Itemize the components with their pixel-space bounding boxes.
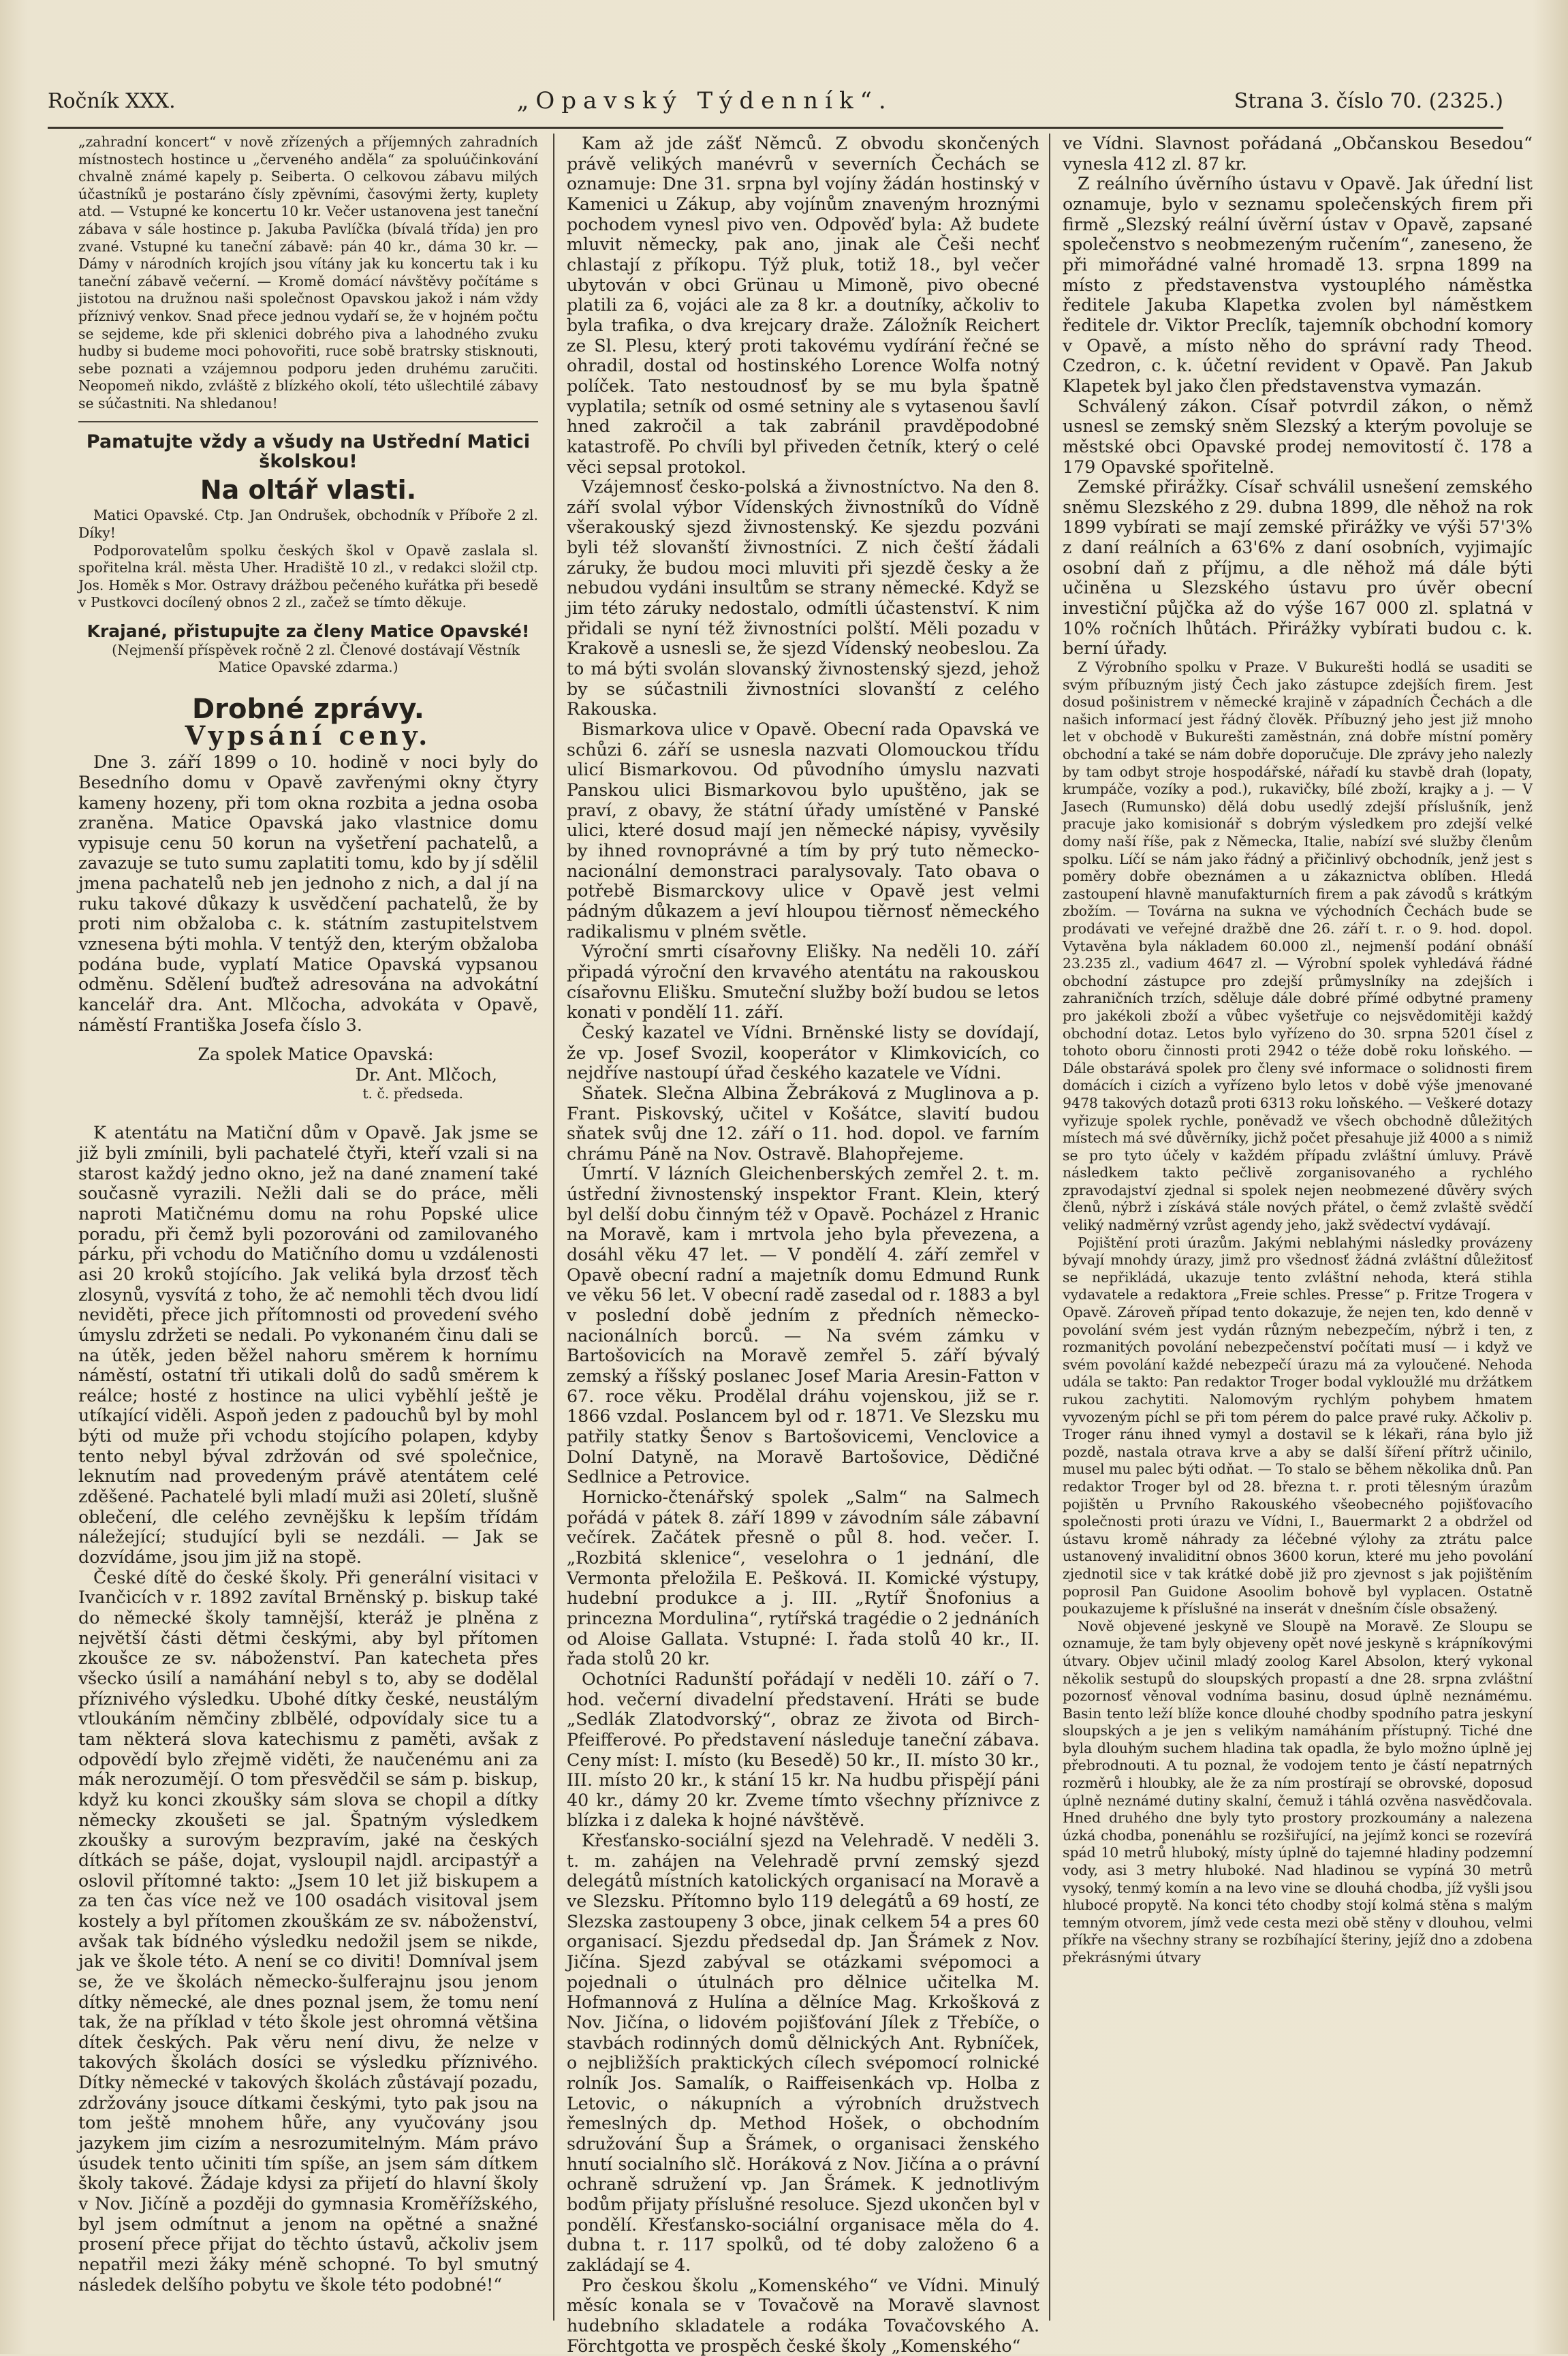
donation-note: Matici Opavské. Ctp. Jan Ondrušek, obchodník v Příboře 2 zl. Díky! bbox=[78, 507, 538, 542]
column-3 bbox=[1063, 134, 1533, 2331]
article-text: Z Výrobního spolku v Praze. V Bukurešti hodlá se usaditi se svým příbuzným jistý Čech jako zástupce zdejších firem. Jest dosud pošinistrem v německé krajině v západních Čechách a dle našich informací jest řádný člověk. Příbuzný jeho jest již mnoho let v obchodě v Bukurešti zaměstnán, zná dobře místní poměry obchodní a také se nám dobře doporučuje. Dle zprávy jeho nalezly by tam odbyt stroje hospodářské, nářadí ku stavbě drah (lopaty, krumpáče, vozíky a pod.), rukavičky, bílé zboží, krajky a j. — V Jasech (Rumunsko) dělá dobu usedlý zdejší příslušník, jenž pracuje jako komisionář s dobrým výsledkem pro zdejší velké domy naší říše, pak z Německa, Italie, nabízí své služby členům spolku. Líčí se nám jako řádný a přičinlivý obchodník, jenž jest s poměry dobře obeznámen a u zákaznictva oblíben. Hledá zastoupení hlavně manufakturních firem a pak závodů s krátkým zbožím. — Továrna na sukna ve východních Čechách bude se prodávati ve veřejné dražbě dne 26. září t. r. o 9. hod. dopol. Vytavěna byla nákladem 60.000 zl., nejmenší podání obnáší 23.235 zl., vadium 4647 zl. — Výrobní spolek vyhledává řádné obchodní zástupce pro zdejší průmyslníky na zdejších i zahraničních trzích, sděluje dále dobré přímé odbytné prameny pro jakékoli zboží a vůbec vyšetřuje co nejsvědomitěji každý obchodní dotaz. Letos bylo vyřízeno do 30. srpna 5201 čísel z tohoto oboru činnosti proti 2942 o téže době roku loňského. — Dále obstarává spolek pro členy své informace o solidnosti firem domácích i cizích a vyřízeno bylo letos v době výše jmenované 9478 takových dotazů proti 6313 roku loňského. — Veškeré dotazy vyřizuje spolek rychle, poněvadž ve všech obchodně důležitých místech má své důvěrníky, jichž počet přesahuje již 4000 a s nimiž se pro tyto účely v každém případu zvláštní úmluvy. Právě následkem takto pečlivě zorganisovaného a rychlého zpravodajství zjednal si spolek nejen neobmezené důvěry svých členů, nýbrž i získává stále nových přátel, o čemž zvlaště svědčí veliký nadměrný vzrůst agendy jeho, jakž svědectví vydávají. bbox=[1063, 659, 1533, 1234]
article-text: „zahradní koncert“ v nově zřízených a příjemných zahradních místnostech hostince u „červeného anděla“ za spoluúčinkování chvalně známé kapely p. Seiberta. O celkovou zábavu milých účastníků je postaráno čísly zpěvními, časovými žerty, kuplety atd. — Vstupné ke koncertu 10 kr. Večer ustanovena jest taneční zábava v sále hostince p. Jakuba Pavlíčka (bívalá třída) jen pro zvané. Vstupné ku taneční zábavě: pán 40 kr., dáma 30 kr. — Dámy v národních krojích jsou vítány jak ku koncertu tak i ku taneční zábavě večerní. — Kromě domácí návštěvy počítáme s jistotou na družnou naši společnost Opavskou jakož i nám vždy příznivý venkov. Snad přece jednou vydaří se, že v hojném počtu se sejdeme, kde při sklenici dobrého piva a lahodného zvuku hudby si budeme moci pohovořiti, ruce sobě bratrsky stisknouti, sebe poznati a vzájemnou podporu jeden druhému zaručiti. Neopomeň nikdo, zvláště z blízkého okolí, této ušlechtilé zábavy se súčastniti. Na shledanou! bbox=[78, 134, 538, 412]
article-text: Český kazatel ve Vídni. Brněnské listy se dovídají, že vp. Josef Svozil, kooperátor v Klimkovicích, co nejdříve nastoupí úřad českého kazatele ve Vídni. bbox=[567, 1022, 1039, 1083]
article-heading: Vypsání ceny. bbox=[185, 719, 432, 751]
article-text: Vzájemnosť česko-polská a živnostníctvo. Na den 8. září svolal výbor Vídenských živnostníků do Vídně všerakouský sjezd živnostenský. Ke sjezdu pozváni byli též slovanští živnostníci. Z nich čeští žádali záruky, že budou moci mluviti při sjezdě česky a že nebudou vydáni insultům se strany německé. Když se jim této záruky nedostalo, odmítli účastenství. K nim přidali se nyní též živnostníci polští. Měli pozadu v Krakově a usnesli se, že sjezd Vídenský neobeslou. Za to má býti svolán slovanský živnostenský sjezd, jehož by se súčastnili živnostníci slovanští z celého Rakouska. bbox=[567, 477, 1039, 719]
signature-title: t. č. předseda. bbox=[362, 1085, 463, 1102]
signature-name: Dr. Ant. Mlčoch, bbox=[355, 1065, 497, 1085]
article-text: Pojištění proti úrazům. Jakými neblahými následky provázeny bývají mnohdy úrazy, jimž pro všednosť žádná zvláštní důležitosť se nepřikládá, ukazuje tento zvláštní nehoda, která stihla vydavatele a redaktora „Freie schles. Presse“ p. Fritze Trogera v Opavě. Zároveň případ tento dokazuje, že nejen ten, kdo denně v povolání svém jest vydán různým nebezpečím, nýbrž i ten, z rozmanitých povolání nebezpečenství počítati musí — i když ve svém povolání každé nebezpečí úrazu má za vyloučené. Nehoda udála se takto: Pan redaktor Troger bodal vykloužlé mu držátkem rukou zachytiti. Nalomovým rychlým pohybem hmatem vyvozeným píchl se při tom pérem do palce pravé ruky. Ačkoliv p. Troger ránu ihned vymyl a dostavil se k lékaři, rána bylo již pozdě, nastala otrava krve a aby se další šíření přítrž učinilo, musel mu palec býti odňat. — To stalo se během několika dnů. Pan redaktor Troger byl od 28. března t. r. proti tělesným úrazům pojištěn u Prvního Rakouského všeobecného pojišťovacího společnosti proti úrazu ve Vídni, I., Bauermarkt 2 a obdržel od ústavu kromě náhrady za léčebné výlohy za ztrátu palce ustanovený invaliditní obnos 3600 korun, které mu jeho povolání zjednotil sice v tak krátké době již pro zjevnost s jak pojištěním poprosil Pan Guidone Asoolim bohově byl vyplacen. Ostatně poukazujeme k příslušné na inserát v dnešním čísle obsažený. bbox=[1063, 1234, 1533, 1617]
article-text: Hornicko-čtenářský spolek „Salm“ na Salmech pořádá v pátek 8. září 1899 v závodním sále zábavní večírek. Začátek přesně o půl 8. hod. večer. I. „Rozbitá sklenice“, veselohra o 1 jednání, dle Vermonta přeložila E. Pešková. II. Komické výstupy, hudební produkce a j. III. „Rytíř Šnofonius a princezna Mordulina“, rytířská tragédie o 2 jednáních od Aloise Gallata. Vstupné: I. řada stolů 40 kr., II. řada stolů 20 kr. bbox=[567, 1487, 1039, 1669]
article-text: Křesťansko-sociální sjezd na Velehradě. V neděli 3. t. m. zahájen na Velehradě první zemský sjezd delegátů místních katolických organisací na Moravě a ve Slezsku. Přítomno bylo 119 delegátů a 69 hostí, ze Slezska zastoupeny 3 obce, jinak celkem 54 a pres 60 organisací. Sjezdu předsedal dp. Jan Šrámek z Nov. Jičína. Sjezd zabýval se otázkami svépomoci a pojednali o útulnách pro dělnice učitelka M. Hofmannová z Hulína a dělníce Mag. Krkošková z Nov. Jičína, o lidovém pojišťování Jílek z Třebíče, o stavbách rodinných domů dělnických Ant. Rybníček, o nejbližších praktických cílech svépomocí rolnické rolník Jos. Samalík, o Raiffeisenkách vp. Holba z Letovic, o nákupních a výrobních družstvech řemeslných dp. Method Hošek, o obchodním sdružování Šup a Šrámek, o organisaci ženského hnutí socialního slč. Horáková z Nov. Jičína a o právní ochraně sdružení vp. Jan Šrámek. K jednotlivým bodům přijaty příslušné resoluce. Sjezd ukončen byl v pondělí. Křesťansko-sociální organisace měla do 4. dubna t. r. 117 spolků, od té doby založeno 6 a zakládají se 4. bbox=[567, 1831, 1039, 2275]
banner-subtext: (Nejmenší příspěvek ročně 2 zl. Členové dostávají Věstník Matice Opavské zdarma.) bbox=[112, 641, 520, 676]
volume-label: Ročník XXX. bbox=[48, 89, 176, 113]
banner-oltar: Na oltář vlasti. bbox=[200, 474, 417, 505]
column-divider bbox=[553, 134, 554, 2321]
article-text: Zemské přirážky. Císař schválil usnešení zemského sněmu Slezského z 29. dubna 1899, dle něhož na rok 1899 vybírati se mají zemské přirážky ve výši 57'3% z daní reálních a 63'6% z daní osobních, vyjimajíc osobní daň z příjmu, a dle něhož má dále býti učiněna u Slezského ústavu pro úvěr obecní investiční půjčka až do výše 167 000 zl. splatná v 10% ročních lhůtách. Přirážky vybírati budou c. k. berní úřady. bbox=[1063, 477, 1533, 659]
article-text: K atentátu na Matiční dům v Opavě. Jak jsme se již byli zmínili, byli pachatelé čtyři, kteří vzali si na starost každý jedno okno, jež na dané znamení také současně vyrazili. Nežli dali se do práce, měli naproti Matičnému domu na rohu Popské ulice poradu, při čemž byli pozorováni od zamilovaného párku, při vchodu do Matičního domu u vzdálenosti asi 20 kroků stojícího. Jak veliká byla drzosť těch zlosynů, vysvítá z toho, že ač nemohli těch dvou lidí neviděti, přece jich přítomnosti od provedení svého úmyslu zdržeti se nedali. Po vykonaném činu dali se na útěk, jeden běžel nahoru směrem k hornímu náměstí, ostatní tři utikali dolů do sadů směrem k reálce; hosté z hostince na ulici vyběhlí ještě je utíkající viděli. Aspoň jeden z padouchů byl by mohl býti od muže při vchodu stojícího polapen, kdyby tento nebyl býval zdržován od své společnice, leknutím nad provedeným právě atentátem celé zděšené. Pachatelé byli mladí muži asi 20letí, slušně oblečení, dle celého zevnějšku k lepším třídám náležející; studující byli se nezdáli. — Jak se dozvídáme, jsou jim již na stopě. bbox=[78, 1123, 538, 1568]
masthead-title: „Opavský Týdenník“. bbox=[516, 87, 893, 114]
article-text: Kam až jde zášť Němců. Z obvodu skončených právě velikých manévrů v severních Čechách se oznamuje: Dne 31. srpna byl vojíny žádán hostinský v Kamenici u Zákup, aby vojínům znaveným hroznými pochodem vynesl pivo ven. Odpověď byla: Až budete mluvit německy, pak ano, jinak ale Češi nechť chlastají z příkopu. Týž pluk, totiž 18., byl večer ubytován v obci Grünau u Mimoně, pivo obecné platili za 6, vojáci ale za 8 kr. a doutníky, ačkoliv to byla trafika, o dva krejcary draže. Záložník Reichert ze Sl. Plesu, který proti takovému vydírání řečné se ohradil, dostal od hostinského Lorence Wolfa notný políček. Tato nestoudnosť by se mu byla špatně vyplatila; setník od osmé setniny ale s vytasenou šavlí hned zakročil a tak zabránil pravděpodobné katastrofě. Po chvíli byl přiveden četník, který o celé věci sepsal protokol. bbox=[567, 134, 1039, 477]
banner-krajane: Krajané, přistupujte za členy Matice Opavské! bbox=[87, 621, 530, 642]
article-text: Ochotníci Radunští pořádají v neděli 10. září o 7. hod. večerní divadelní představení. Hráti se bude „Sedlák Zlatodvorský“, obraz ze života od Birch-Pfeifferové. Po představení následuje taneční zábava. Ceny míst: I. místo (ku Besedě) 50 kr., II. místo 30 kr., III. místo 20 kr., k stání 15 kr. Na hudbu přispějí páni 40 kr., dámy 20 kr. Zveme tímto všechny příznivce z blízka i z daleka k hojné návštěvě. bbox=[567, 1669, 1039, 1831]
banner-matice: Pamatujte vždy a všudy na Ustřední Matici školskou! bbox=[86, 431, 531, 473]
page-number: Strana 3. číslo 70. (2325.) bbox=[1234, 89, 1503, 113]
article-text: Úmrtí. V lázních Gleichenberských zemřel 2. t. m. ústřední živnostenský inspektor Frant. Klein, který byl delší dobu činným též v Opavě. Pocházel z Hranic na Moravě, kam i mrtvola jeho byla převezena, a dosáhl věku 47 let. — V pondělí 4. září zemřel v Opavě obecní radní a majetník domu Edmund Runk ve věku 56 let. V obecní radě zasedal od r. 1883 a byl v poslední době jedním z předních německo-nacionálních borců. — Na svém zámku v Bartošovicích na Moravě zemřel 5. září bývalý zemský a říšský poslanec Josef Maria Aresin-Fatton v 67. roce věku. Prodělal dráhu vojenskou, již se r. 1866 vzdal. Poslancem byl od r. 1871. Ve Slezsku mu patřily statky Šenov s Bartošovicemi, Venclovice a Dolní Datyně, na Moravě Bartošovice, Dědičné Sedlnice a Petrovice. bbox=[567, 1164, 1039, 1487]
column-divider bbox=[1049, 134, 1050, 2321]
column-2 bbox=[567, 134, 1039, 2356]
article-text: Dne 3. září 1899 o 10. hodině v noci byly do Besedního domu v Opavě zavřenými okny čtyry kameny hozeny, při tom okna rozbita a jedna osoba zraněna. Matice Opavská jako vlastnice domu vypisuje cenu 50 korun na vyšetření pachatelů, a zavazuje se tuto sumu zaplatiti tomu, kdo by jí sdělil jmena pachatelů neb jen jednoho z nich, a dal jí na ruku takové důkazy k usvědčení pachatelů, že by proti nim obžaloba c. k. státním zastupitelstvem vznesena býti mohla. V tentýž den, kterým obžaloba podána bude, vyplatí Matice Opavská vypsanou odměnu. Sdělení buďtež adresována na advokátní kancelář dra. Ant. Mlčocha, advokáta v Opavě, náměstí Františka Josefa číslo 3. bbox=[78, 752, 538, 1035]
article-text: ve Vídni. Slavnost pořádaná „Občanskou Besedou“ vynesla 412 zl. 87 kr. bbox=[1063, 134, 1533, 174]
article-text: Pro českou školu „Komenského“ ve Vídni. Minulý měsíc konala se v Tovačově na Moravě slavnost hudebního skladatele a rodáka Tovačovského A. Förchtgotta ve prospěch české školy „Komenského“ bbox=[567, 2275, 1039, 2356]
article-text: Bismarkova ulice v Opavě. Obecní rada Opavská ve schůzi 6. září se usnesla nazvati Olomouckou třídu ulicí Bismarkovou. Od původního úmyslu nazvati Panskou ulici Bismarkovou bylo upuštěno, jak se praví, z obavy, že státní úřady umístěné v Panské ulici, které dosud mají jen německé nápisy, vyvěsily by ihned rovnoprávné a tím by prý tuto německo-nacionální demonstraci paralysovaly. Tato obava o potřebě Bismarckovy ulice v Opavě jest velmi pádným důkazem a jeví hloupou tiěrnosť německého radikalismu v plném světle. bbox=[567, 719, 1039, 942]
column-1 bbox=[78, 134, 538, 2331]
article-text: Z reálního úvěrního ústavu v Opavě. Jak úřední list oznamuje, bylo v seznamu společenských firem při firmě „Slezský reální úvěrní ústav v Opavě, zapsané společenstvo s neobmezeným ručením“, zaneseno, že při mimořádné valné hromadě 13. srpna 1899 na místo z představenstva vystouplého náměstka ředitele Jakuba Klapetka zvolen byl náměstkem ředitele dr. Viktor Preclík, tajemník obchodní komory v Opavě, a místo něho do správní rady Theod. Czedron, c. k. účetní revident v Opavě. Pan Jakub Klapetek byl jako člen představenstva vymazán. bbox=[1063, 174, 1533, 396]
section-title: Drobné zprávy. bbox=[192, 693, 424, 725]
article-text: České dítě do české školy. Při generální visitaci v Ivančicích v r. 1892 zavítal Brněnský p. biskup také do německé školy tamnější, kteráž je plněna z největší části dětmi českými, aby byl přítomen zkoušce ze sv. náboženství. Pan katecheta přes všecko úsilí a namáhání nebyl s to, aby se dodělal příznivého výsledku. Ubohé dítky české, neustálým vtloukáním němčiny zblbělé, odpovídaly sice tu a tam některá slova katechismu z paměti, avšak z odpovědí bylo zřejmě viděti, že naučenému ani za mák nerozumějí. O tom přesvědčil se sám p. biskup, když ku konci zkoušky sám slova se chopil a dítky německy zkoušeti se jal. Špatným výsledkem zkoušky a surovým bezpravím, jaké na českých dítkách se páše, dojat, vysloupil najdl. arcipastýř a oslovil přítomné takto: „Jsem 10 let již biskupem a za ten čas více než ve 100 osadách visitoval jsem kostely a byl přítomen zkouškám ze sv. náboženství, avšak tak bídného výsledku nedožil jsem se nikde, jak ve škole této. A není se co diviti! Domníval jsem se, že ve školách německo-šulferajnu jsou jenom dítky německé, ale dnes poznal jsem, že tomu není tak, že na příklad v této škole jest ohromná většina dítek českých. Pak věru není divu, že nelze v takových školách dosíci se výsledku příznivého. Dítky německé v takových školách zůstávají pozadu, zdržovány jsouce dítkami českými, tyto pak jsou na tom ještě mnohem hůře, any vyučovány jsou jazykem jim cizím a nesrozumitelným. Mám právo úsudek tento učiniti tím spíše, an jsem sám dítkem školy takové. Žádaje kdysi za přijetí do hlavní školy v Nov. Jičíně a později do gymnasia Kroměřížského, byl jsem odmítnut a jenom na opětné a snažné prosení přece přijat do těchto ústavů, ačkoliv jsem nepatřil mezi žáky méně schopné. To byl smutný následek delšího pobytu ve škole této podobné!“ bbox=[78, 1567, 538, 2295]
signature-line: Za spolek Matice Opavská: bbox=[198, 1044, 434, 1065]
article-text: Nově objevené jeskyně ve Sloupě na Moravě. Ze Sloupu se oznamuje, že tam byly objeveny opět nové jeskyně s krápníkovými útvary. Objev učinil mladý zoolog Karel Absolon, který vykonal několik sestupů do sloupských propastí a dne 28. srpna zvláštní pozornosť věnoval vodníma basinu, dosud úplně neznámému. Basin tento leží blíže konce dlouhé chodby spodního patra jeskyní sloupských a je jen s velikým namáháním přístupný. Tiché dne byla dlouhým suchem hladina tak opadla, že bylo možno úplně jej přebrodnouti. A tu poznal, že vodojem tento je částí nepatrných rozměrů i hloubky, ale že za ním prostírají se obrovské, doposud úplně neznámé dutiny skalní, čemuž i táhlá ozvěna nasvědčovala. Hned druhého dne byly tyto prostory prozkoumány a nalezena úzká chodba, ponenáhlu se rozšiřující, na jejímž konci se rozevírá spád 10 metrů hluboký, místy úplně do tajemné hladiny podzemní vody, asi 3 metry hluboké. Nad hladinou se vypíná 30 metrů vysoký, tenmý komín a na levo vine se dlouhá chodba, jíž vyšli jsou hlubocé propytě. Na konci této chodby stojí kolmá stěna s malým temným otvorem, jímž vede cesta mezi obě stěny v dlouhou, velmi příkře na všechny strany se rozbíhající šteriny, jejíž dno a zdobena překrásnými útvary bbox=[1063, 1617, 1533, 1966]
article-text: Sňatek. Slečna Albina Žebráková z Muglinova a p. Frant. Piskovský, učitel v Košátce, slavití budou sňatek svůj dne 12. září o 11. hod. dopol. ve farním chrámu Páně na Nov. Ostravě. Blahopřejeme. bbox=[567, 1083, 1039, 1164]
page-header bbox=[48, 80, 1503, 129]
article-text: Výroční smrti císařovny Elišky. Na neděli 10. září připadá výroční den krvavého atentátu na rakouskou císařovnu Elišku. Smuteční služby boží budou se letos konati v pondělí 11. září. bbox=[567, 942, 1039, 1023]
divider bbox=[78, 421, 538, 422]
article-text: Schválený zákon. Císař potvrdil zákon, o němž usnesl se zemský sněm Slezský a kterým povoluje se městské obci Opavské prodej nemovitostí č. 178 a 179 Opavské spořitelně. bbox=[1063, 396, 1533, 477]
donation-note: Podporovatelům spolku českých škol v Opavě zaslala sl. spořitelna král. města Uher. Hradiště 10 zl., v redakci složil ctp. Jos. Homěk s Mor. Ostravy drážbou pečeného kuřátka při besedě v Pustkovci docílený obnos 2 zl., začež se tímto děkuje. bbox=[78, 542, 538, 611]
